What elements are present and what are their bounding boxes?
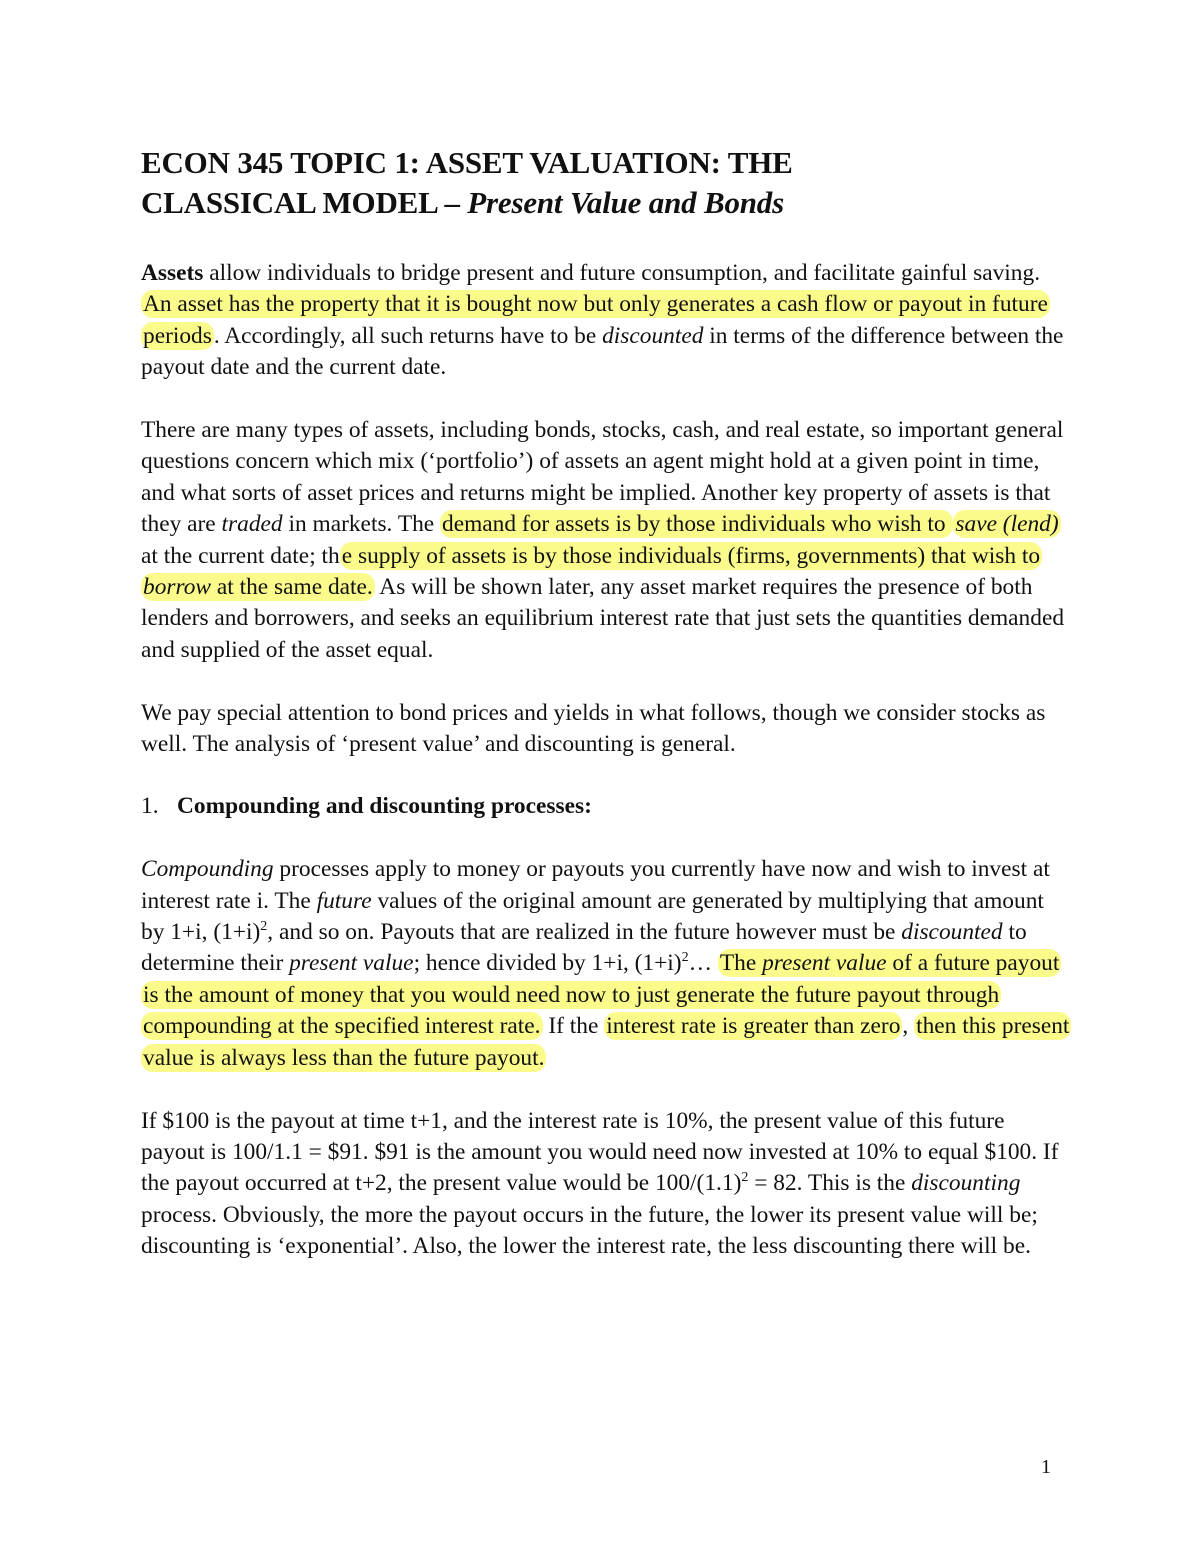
superscript: 2: [260, 919, 268, 935]
paragraph-example: [141, 1106, 1071, 1263]
term-borrow: borrow: [143, 574, 212, 601]
text-span: ,: [902, 1013, 915, 1040]
text-span: allow individuals to bridge present and future consumption, and facilitate gainful saving.: [203, 260, 1041, 286]
term-discounted: discounted: [901, 919, 1003, 946]
text-span: values of the original amount are generated by multiplying that amount by 1+i, (1+i): [141, 887, 1044, 946]
text-span: …: [688, 950, 718, 977]
section-number: 1.: [141, 793, 159, 820]
highlight: then this present value is always less than the future payout.: [143, 1013, 1070, 1071]
page-content: [141, 143, 1071, 1263]
term-traded: traded: [221, 511, 283, 538]
term-assets: Assets: [141, 260, 204, 286]
paragraph-compounding: [141, 854, 1071, 1074]
text-span: at the same date.: [211, 574, 373, 601]
highlight: [141, 573, 375, 601]
document-title: [141, 143, 1071, 223]
highlight: e supply of assets is by those individuals (firms, governments) that wish to: [341, 542, 1041, 569]
paragraph-asset-types: [141, 415, 1071, 666]
section-heading: [141, 791, 1071, 822]
term-discounting: discounting: [911, 1170, 1021, 1197]
text-span: . Accordingly, all such returns have to be: [213, 322, 603, 349]
paragraph-bond-focus: We pay special attention to bond prices and yields in what follows, though we consider stocks as well. The analysis of ‘present value’ and discounting is general.: [141, 699, 1046, 758]
highlight: An asset has the property that it is bought now but only generates a cash flow or payout in future periods: [143, 291, 1048, 349]
text-span: in markets. The: [282, 511, 441, 538]
term-discounted: discounted: [602, 322, 704, 349]
term-save-lend: save (lend): [955, 511, 1059, 538]
text-span: processes apply to money or payouts you currently have now and wish to invest at interest rate i. The: [141, 856, 1050, 914]
text-span: As will be shown later, any asset market requires the presence of both lenders and borrowers, and seeks an equilibrium interest rate that just sets the quantities demanded and supplied of the asset equal.: [141, 574, 1065, 663]
text-span: to determine their: [141, 919, 1027, 977]
page-number: 1: [1041, 1456, 1051, 1478]
highlight: interest rate is greater than zero: [606, 1013, 901, 1040]
section-title: Compounding and discounting processes:: [177, 793, 592, 820]
paragraph-assets: [141, 258, 1071, 384]
title-line2: CLASSICAL MODEL –: [141, 185, 468, 220]
text-span: If $100 is the payout at time t+1, and the interest rate is 10%, the present value of this future payout is 100/1.1 = $91. $91 is the amount you would need now invested at 10% to equal $100. If the payout occurred at t+2, the present value would be 100/(1.1): [141, 1107, 1059, 1197]
highlight: demand for assets is by those individuals who wish to: [442, 511, 952, 538]
term-future: future: [316, 887, 372, 914]
term-present-value: present value: [289, 950, 414, 977]
text-span: , and so on. Payouts that are realized in the future however must be: [267, 919, 902, 946]
title-line1: ECON 345 TOPIC 1: ASSET VALUATION: THE: [141, 145, 793, 180]
term-present-value: present value: [762, 950, 887, 977]
superscript: 2: [681, 950, 689, 966]
highlight: [953, 510, 1060, 538]
text-span: of a future payout is the amount of money that you would need now to just generate the future payout through compounding at the specified interest rate.: [143, 950, 1060, 1040]
text-span: at the current date; th: [141, 542, 340, 569]
text-span: There are many types of assets, including bonds, stocks, cash, and real estate, so important general questions concern which mix (‘portfolio’) of assets an agent might hold at a given point in time, and what sorts of asset prices and returns might be implied. Another key property of assets is that they are: [141, 417, 1064, 538]
title-subtitle: Present Value and Bonds: [467, 185, 784, 220]
term-compounding: Compounding: [141, 856, 274, 883]
text-span: in terms of the difference between the payout date and the current date.: [141, 322, 1064, 381]
text-span: = 82. This is the: [748, 1170, 912, 1197]
superscript: 2: [741, 1170, 749, 1186]
text-span: ; hence divided by 1+i, (1+i): [413, 950, 682, 977]
text-span: process. Obviously, the more the payout occurs in the future, the lower its present value will be; discounting is ‘exponential’. Also, the lower the interest rate, the less discounting there will be.: [141, 1201, 1038, 1260]
text-span: If the: [542, 1013, 605, 1040]
text-span: The: [719, 950, 763, 977]
